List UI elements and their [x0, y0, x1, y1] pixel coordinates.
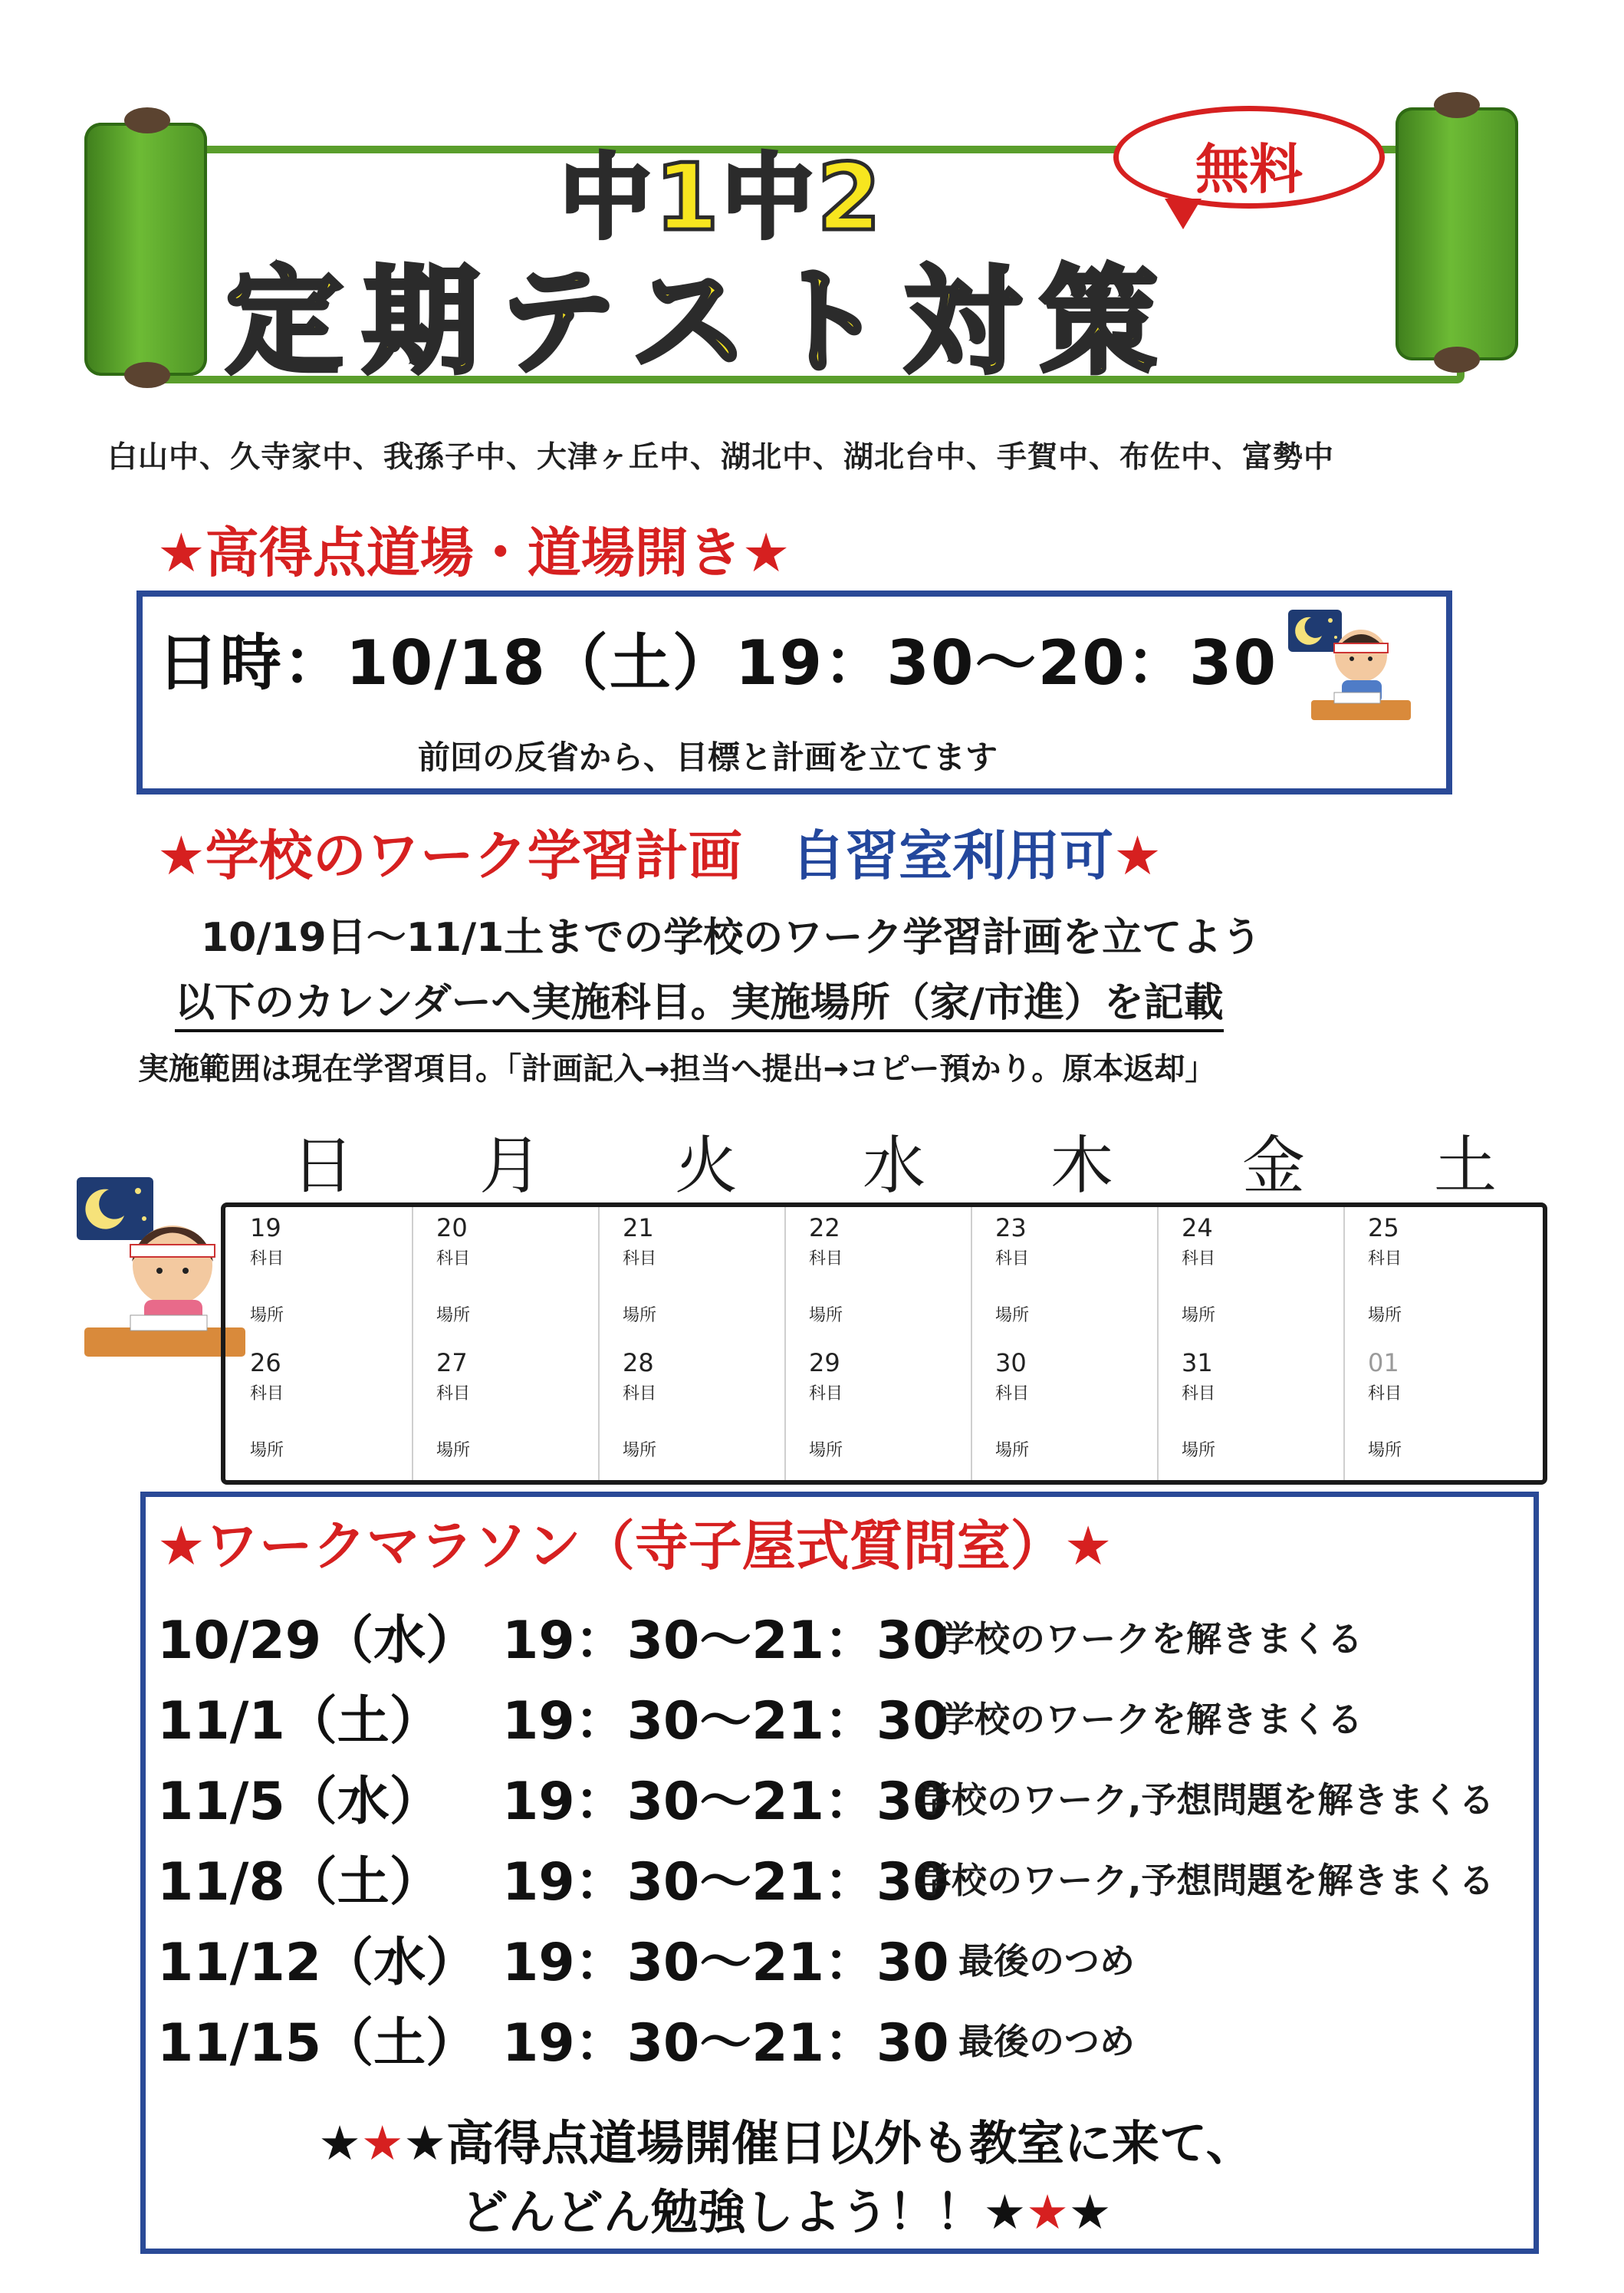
marathon-time: 19：30〜21：30 — [502, 1852, 949, 1913]
subject-label: 科目 — [250, 1249, 284, 1268]
calendar-cell[interactable] — [598, 1207, 784, 1342]
place-label: 場所 — [436, 1306, 471, 1325]
weekday-tue: 火 — [675, 1130, 738, 1202]
work-plan-title-red: ★学校のワーク学習計画 — [157, 824, 742, 887]
page-title: 定期テスト対策 — [226, 254, 1177, 390]
calendar-cell[interactable] — [412, 1342, 598, 1477]
weekday-fri: 金 — [1242, 1130, 1306, 1202]
title-banner — [77, 92, 1518, 399]
calendar-day: 24 — [1182, 1213, 1213, 1242]
calendar-cell[interactable] — [784, 1342, 971, 1477]
calendar-cell[interactable] — [225, 1342, 412, 1477]
title-grades: 中1中2 — [560, 145, 884, 252]
star-icon: ★ — [318, 2115, 361, 2171]
place-label: 場所 — [995, 1306, 1030, 1325]
star-icon: ★ — [983, 2184, 1027, 2240]
marathon-note: 学校のワークを解きまくる — [939, 1699, 1363, 1740]
closing-line1 — [230, 2105, 1342, 2173]
calendar-weekday-header — [261, 1116, 1564, 1200]
place-label: 場所 — [436, 1441, 471, 1460]
marathon-date: 11/12（水） — [157, 1933, 478, 1993]
work-plan-title-blue: 自習室利用可 — [791, 824, 1114, 887]
subject-label: 科目 — [436, 1249, 471, 1268]
subject-label: 科目 — [809, 1249, 843, 1268]
place-label: 場所 — [1368, 1441, 1402, 1460]
marathon-row — [157, 1760, 1522, 1832]
place-label: 場所 — [623, 1441, 657, 1460]
place-label: 場所 — [995, 1441, 1030, 1460]
marathon-note: 学校のワーク,予想問題を解きまくる — [916, 1860, 1494, 1901]
subject-label: 科目 — [623, 1249, 657, 1268]
calendar-day: 22 — [809, 1213, 840, 1242]
marathon-date: 10/29（水） — [157, 1610, 478, 1671]
closing-text-2: どんどん勉強しよう！！ — [460, 2184, 984, 2240]
closing-line2 — [230, 2174, 1342, 2242]
subject-label: 科目 — [809, 1384, 843, 1403]
calendar-cell[interactable] — [412, 1207, 598, 1342]
marathon-note: 学校のワーク,予想問題を解きまくる — [916, 1779, 1494, 1821]
marathon-time: 19：30〜21：30 — [502, 1772, 949, 1832]
calendar-day: 29 — [809, 1348, 840, 1377]
scroll-cap-icon — [1434, 347, 1480, 373]
work-plan-line2: 以下のカレンダーへ実施科目。実施場所（家/市進）を記載 — [175, 970, 1224, 1032]
work-plan-section-title — [157, 813, 1162, 890]
marathon-row — [157, 1679, 1522, 1752]
work-plan-line3: 実施範囲は現在学習項目。「計画記入→担当へ提出→コピー預かり。原本返却」 — [138, 1051, 1216, 1087]
marathon-date: 11/1（土） — [157, 1691, 442, 1752]
place-label: 場所 — [1368, 1306, 1402, 1325]
marathon-section-title: ★ワークマラソン（寺子屋式質問室）★ — [157, 1515, 1113, 1577]
studying-girl-icon — [77, 1177, 245, 1361]
free-badge — [1113, 106, 1385, 209]
place-label: 場所 — [623, 1306, 657, 1325]
weekday-mon: 月 — [479, 1130, 543, 1202]
marathon-date: 11/5（水） — [157, 1772, 442, 1832]
weekday-wed: 水 — [863, 1130, 926, 1202]
star-icon: ★ — [1068, 2184, 1112, 2240]
scroll-cap-icon — [124, 362, 170, 388]
scroll-roll-left-icon — [84, 123, 207, 376]
calendar-day: 26 — [250, 1348, 281, 1377]
marathon-row — [157, 1841, 1522, 1913]
closing-text-1: 高得点道場開催日以外も教室に来て、 — [446, 2115, 1254, 2171]
subject-label: 科目 — [1182, 1384, 1216, 1403]
calendar-day: 20 — [436, 1213, 468, 1242]
calendar-day: 31 — [1182, 1348, 1213, 1377]
marathon-time: 19：30〜21：30 — [502, 1610, 949, 1671]
place-label: 場所 — [1182, 1306, 1216, 1325]
school-list: 白山中、久寺家中、我孫子中、大津ヶ丘中、湖北中、湖北台中、手賀中、布佐中、富勢中 — [107, 440, 1335, 475]
subject-label: 科目 — [436, 1384, 471, 1403]
work-plan-line1: 10/19日〜11/1土までの学校のワーク学習計画を立てよう — [201, 915, 1262, 961]
subject-label: 科目 — [995, 1249, 1030, 1268]
scroll-cap-icon — [124, 107, 170, 133]
calendar-cell[interactable] — [1343, 1207, 1530, 1342]
free-badge-label: 無料 — [1195, 138, 1303, 201]
marathon-note: 学校のワークを解きまくる — [939, 1618, 1363, 1660]
star-icon: ★ — [403, 2115, 446, 2171]
marathon-time: 19：30〜21：30 — [502, 2013, 949, 2074]
calendar-day: 25 — [1368, 1213, 1399, 1242]
calendar-cell[interactable] — [1157, 1207, 1343, 1342]
weekday-sun: 日 — [291, 1130, 355, 1202]
calendar-day: 28 — [623, 1348, 654, 1377]
calendar-cell[interactable] — [1157, 1342, 1343, 1477]
calendar-day: 21 — [623, 1213, 654, 1242]
calendar-day: 23 — [995, 1213, 1027, 1242]
marathon-note: 最後のつめ — [958, 1940, 1135, 1982]
dojo-section-title: ★高得点道場・道場開き★ — [157, 521, 791, 584]
place-label: 場所 — [809, 1441, 843, 1460]
calendar-cell[interactable] — [225, 1207, 412, 1342]
place-label: 場所 — [1182, 1441, 1216, 1460]
marathon-time: 19：30〜21：30 — [502, 1691, 949, 1752]
calendar-cell[interactable] — [971, 1342, 1157, 1477]
calendar-cell[interactable] — [1343, 1342, 1530, 1477]
weekday-thu: 木 — [1050, 1130, 1114, 1202]
marathon-date: 11/8（土） — [157, 1852, 442, 1913]
calendar-cell[interactable] — [971, 1207, 1157, 1342]
marathon-date: 11/15（土） — [157, 2013, 478, 2074]
calendar-grid — [221, 1202, 1547, 1485]
calendar-cell[interactable] — [598, 1342, 784, 1477]
marathon-time: 19：30〜21：30 — [502, 1933, 949, 1993]
calendar-day: 01 — [1368, 1348, 1399, 1377]
scroll-roll-right-icon — [1396, 107, 1518, 360]
subject-label: 科目 — [1368, 1384, 1402, 1403]
dojo-datetime: 日時：10/18（土）19：30〜20：30 — [157, 627, 1278, 699]
calendar-day: 19 — [250, 1213, 281, 1242]
subject-label: 科目 — [1368, 1249, 1402, 1268]
star-icon: ★ — [360, 2115, 404, 2171]
subject-label: 科目 — [250, 1384, 284, 1403]
place-label: 場所 — [250, 1441, 284, 1460]
calendar-day: 30 — [995, 1348, 1027, 1377]
studying-boy-icon — [1288, 610, 1411, 725]
work-plan-title-star: ★ — [1113, 824, 1162, 887]
weekday-sat: 土 — [1434, 1130, 1497, 1202]
subject-label: 科目 — [995, 1384, 1030, 1403]
marathon-row — [157, 2002, 1522, 2074]
subject-label: 科目 — [1182, 1249, 1216, 1268]
dojo-note: 前回の反省から、目標と計画を立てます — [418, 739, 998, 776]
calendar-day: 27 — [436, 1348, 468, 1377]
place-label: 場所 — [809, 1306, 843, 1325]
place-label: 場所 — [250, 1306, 284, 1325]
star-icon: ★ — [1026, 2184, 1069, 2240]
marathon-row — [157, 1599, 1522, 1671]
marathon-note: 最後のつめ — [958, 2021, 1135, 2062]
marathon-row — [157, 1921, 1522, 1993]
subject-label: 科目 — [623, 1384, 657, 1403]
scroll-cap-icon — [1434, 92, 1480, 118]
calendar-cell[interactable] — [784, 1207, 971, 1342]
